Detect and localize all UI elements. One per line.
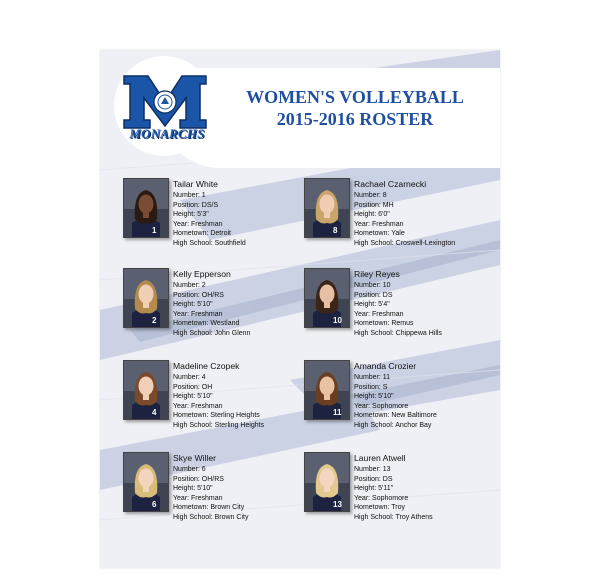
- jersey-number: 11: [333, 408, 342, 417]
- player-photo: [304, 178, 350, 238]
- jersey-number: 1: [152, 226, 157, 235]
- player-high-school: High School: John Glenn: [173, 329, 251, 337]
- player-number: Number: 8: [354, 192, 387, 199]
- player-year: Year: Freshman: [173, 402, 223, 410]
- player-name: Tailar White: [173, 179, 218, 189]
- player-position: Position: DS: [354, 291, 393, 299]
- player-year: Year: Freshman: [173, 310, 223, 318]
- player-height: Height: 6'0": [354, 211, 390, 219]
- jersey-number: 8: [333, 226, 338, 235]
- player-name: Madeline Czopek: [173, 361, 240, 371]
- player-photo: [304, 452, 350, 512]
- player-position: Position: S: [354, 383, 388, 391]
- player-card: [123, 178, 313, 250]
- player-height: Height: 5'11": [354, 485, 394, 493]
- player-name: Amanda Crozier: [354, 361, 417, 371]
- page-title: WOMEN'S VOLLEYBALL: [246, 87, 464, 107]
- page-subtitle: 2015-2016 ROSTER: [276, 109, 434, 129]
- player-photo: [123, 360, 169, 420]
- player-info: [173, 453, 248, 523]
- jersey-number: 6: [152, 500, 157, 509]
- logo-wordmark: MONARCHS: [129, 126, 205, 141]
- player-height: Height: 5'10": [354, 393, 394, 401]
- player-card: [123, 452, 313, 524]
- player-hometown: Hometown: Troy: [354, 504, 405, 512]
- monarchs-m-logo: [122, 72, 208, 132]
- player-high-school: High School: Troy Athens: [354, 513, 433, 521]
- player-name: Kelly Epperson: [173, 269, 231, 279]
- player-info: [354, 179, 455, 249]
- player-name: Riley Reyes: [354, 269, 400, 279]
- player-height: Height: 5'10": [173, 301, 213, 309]
- player-photo: [123, 452, 169, 512]
- player-number: Number: 1: [173, 192, 206, 199]
- player-number: Number: 6: [173, 466, 206, 473]
- player-info: [354, 269, 442, 339]
- player-card: [304, 452, 494, 524]
- player-high-school: High School: Brown City: [173, 513, 249, 521]
- player-high-school: High School: Sterling Heights: [173, 421, 265, 429]
- jersey-number: 10: [333, 316, 342, 325]
- player-high-school: High School: Croswell-Lexington: [354, 239, 456, 247]
- jersey-number: 4: [152, 408, 157, 417]
- player-card: [304, 360, 494, 432]
- player-name: Skye Willer: [173, 453, 216, 463]
- jersey-number: 2: [152, 316, 157, 325]
- roster-page: [100, 50, 500, 568]
- player-hometown: Hometown: Yale: [354, 230, 405, 238]
- player-info: [173, 269, 250, 339]
- player-position: Position: OH/RS: [173, 475, 224, 483]
- player-year: Year: Freshman: [173, 494, 223, 502]
- player-height: Height: 5'4": [354, 301, 390, 309]
- player-info: [354, 453, 433, 523]
- player-photo: [123, 268, 169, 328]
- player-hometown: Hometown: Sterling Heights: [173, 412, 260, 420]
- player-photo: [304, 268, 350, 328]
- player-high-school: High School: Anchor Bay: [354, 421, 432, 429]
- player-hometown: Hometown: New Baltimore: [354, 412, 437, 420]
- player-info: [354, 361, 437, 431]
- player-year: Year: Freshman: [173, 220, 223, 228]
- player-high-school: High School: Chippewa Hills: [354, 329, 442, 337]
- player-name: Lauren Atwell: [354, 453, 406, 463]
- player-number: Number: 2: [173, 282, 206, 289]
- player-card: [304, 268, 494, 340]
- player-year: Year: Freshman: [354, 310, 404, 318]
- player-height: Height: 5'10": [173, 485, 213, 493]
- player-hometown: Hometown: Remus: [354, 320, 414, 328]
- player-number: Number: 4: [173, 374, 206, 381]
- player-position: Position: DS: [354, 475, 393, 483]
- player-name: Rachael Czarnecki: [354, 179, 427, 189]
- player-year: Year: Freshman: [354, 220, 404, 228]
- player-hometown: Hometown: Westland: [173, 320, 240, 328]
- player-position: Position: DS/S: [173, 201, 219, 209]
- player-high-school: High School: Southfield: [173, 239, 246, 247]
- player-number: Number: 13: [354, 466, 391, 473]
- player-year: Year: Sophomore: [354, 402, 409, 410]
- player-height: Height: 5'10": [173, 393, 213, 401]
- player-info: [173, 361, 264, 431]
- player-card: [123, 360, 313, 432]
- player-info: [173, 179, 246, 249]
- player-photo: [123, 178, 169, 238]
- player-photo: [304, 360, 350, 420]
- player-year: Year: Sophomore: [354, 494, 409, 502]
- player-number: Number: 10: [354, 282, 391, 289]
- player-position: Position: OH: [173, 383, 213, 391]
- player-hometown: Hometown: Brown City: [173, 504, 245, 512]
- player-card: [123, 268, 313, 340]
- player-hometown: Hometown: Detroit: [173, 230, 231, 238]
- player-height: Height: 5'3": [173, 211, 209, 219]
- player-position: Position: OH/RS: [173, 291, 224, 299]
- player-position: Position: MH: [354, 201, 394, 209]
- jersey-number: 13: [333, 500, 342, 509]
- player-card: [304, 178, 494, 250]
- player-number: Number: 11: [354, 374, 391, 381]
